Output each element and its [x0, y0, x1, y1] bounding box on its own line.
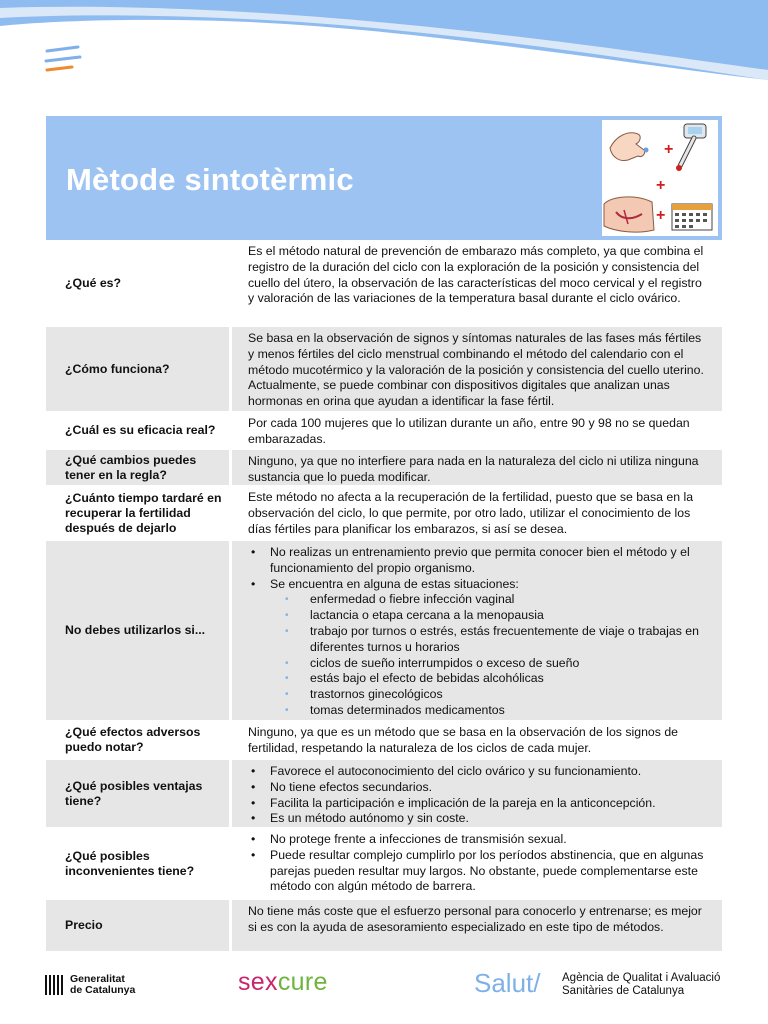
generalitat-emblem-icon [44, 974, 64, 996]
table-row [46, 327, 722, 412]
row-question: ¿Qué es? [46, 240, 232, 326]
sub-list-item: • tomas determinados medicamentos [248, 703, 710, 719]
salut-logo: Salut/ [474, 968, 541, 998]
thermometer-icon [676, 124, 706, 171]
bullet-list [248, 545, 710, 719]
svg-text:+: + [656, 177, 666, 194]
list-item: • No realizas un entrenamiento previo que permita conocer bien el método y el funcionamiento del propio organismo. [248, 545, 710, 577]
brand-mark-icon [42, 44, 86, 74]
row-question: ¿Qué efectos adversos puedo notar? [46, 721, 232, 759]
row-answer [232, 760, 722, 827]
sexcure-part-b: cure [277, 968, 328, 996]
row-answer: Ninguno, ya que es un método que se basa en la observación de los signos de fertilidad, respetando la naturaleza de los ciclos de cada mujer. [248, 725, 679, 755]
row-answer: Ninguno, ya que no interfiere para nada en la naturaleza del ciclo ni utiliza ninguna sustancia que lo pueda modificar. [232, 450, 722, 485]
table-row [46, 450, 722, 486]
row-question: No debes utilizarlos si... [46, 541, 232, 720]
row-answer: Este método no afecta a la recuperación de la fertilidad, puesto que se basa en la observación del ciclo, lo que permite, por otro lado, utilizar el conocimiento de los días fértiles para planificar los embarazos, si así se desea. [248, 490, 694, 536]
generalitat-line2: de Catalunya [70, 984, 136, 996]
generalitat-line1: Generalitat [70, 973, 125, 985]
info-table [46, 240, 722, 952]
list-item: • No protege frente a infecciones de transmisión sexual. [248, 832, 710, 848]
sub-list-item: • ciclos de sueño interrumpidos o exceso de sueño [248, 656, 710, 672]
table-row [46, 486, 722, 541]
page-title: Mètode sintotèrmic [66, 162, 354, 197]
svg-text:+: + [664, 141, 674, 158]
list-item: • No tiene efectos secundarios. [248, 780, 710, 796]
sub-list-item: • enfermedad o fiebre infección vaginal [248, 592, 710, 608]
row-question: ¿Cuánto tiempo tardaré en recuperar la fertilidad después de dejarlo [46, 486, 232, 540]
sexcure-logo [238, 968, 328, 997]
row-answer: Se basa en la observación de signos y síntomas naturales de las fases más fértiles y menos fértiles del ciclo menstrual combinando el método del calendario con el método mucotérmico y la valoración de la posición y consistencia del cuello uterino. Actualmente, se puede combinar con dispositivos digitales que analizan unas hormonas en orina que ayudan a identificar la fase fértil. [232, 327, 722, 411]
table-row [46, 760, 722, 828]
table-row [46, 828, 722, 900]
row-answer: Por cada 100 mujeres que lo utilizan durante un año, entre 90 y 98 no se quedan embarazadas. [248, 416, 690, 446]
header-wave [0, 0, 768, 80]
sub-list-item: • trabajo por turnos o estrés, estás frecuentemente de viaje o trabajas en diferentes turnos u horarios [248, 624, 710, 656]
bullet-list [248, 832, 710, 895]
generalitat-logo [44, 974, 135, 996]
svg-text:+: + [656, 207, 666, 224]
calendar-icon [672, 204, 712, 230]
list-item: • Puede resultar complejo cumplirlo por los períodos abstinencia, que en algunas parejas pueden resultar muy largos. No obstante, puede complementarse este método con algún método de barrera. [248, 848, 710, 895]
bullet-list [248, 764, 710, 827]
table-row [46, 240, 722, 327]
row-answer [232, 541, 722, 720]
row-question: ¿Cómo funciona? [46, 327, 232, 411]
list-item: • Es un método autónomo y sin coste. [248, 811, 710, 827]
method-illustration [602, 120, 718, 236]
table-row [46, 541, 722, 721]
agency-name [562, 972, 720, 997]
sub-list-item: • trastornos ginecológicos [248, 687, 710, 703]
row-answer: Es el método natural de prevención de embarazo más completo, ya que combina el registro de la duración del ciclo con la exploración de la posición y consistencia del cuello del útero, la observación de las características del moco cervical y el registro y valoración de las variaciones de la temperatura basal durante el ciclo ovárico. [248, 244, 704, 306]
list-item: • Favorece el autoconocimiento del ciclo ovárico y su funcionamiento. [248, 764, 710, 780]
table-row [46, 412, 722, 450]
sub-list-item: • lactancia o etapa cercana a la menopausia [248, 608, 710, 624]
row-question: ¿Qué posibles inconvenientes tiene? [46, 828, 232, 899]
row-question: ¿Qué cambios puedes tener en la regla? [46, 450, 232, 485]
row-question: ¿Qué posibles ventajas tiene? [46, 760, 232, 827]
sexcure-part-a: sex [238, 968, 278, 996]
sub-list-item: • estás bajo el efecto de bebidas alcohólicas [248, 671, 710, 687]
table-row [46, 721, 722, 760]
hand-icon [610, 133, 649, 161]
agency-line2: Sanitàries de Catalunya [562, 984, 685, 997]
table-row [46, 900, 722, 952]
row-question: ¿Cuál es su eficacia real? [46, 412, 232, 449]
abdomen-icon [604, 197, 654, 232]
title-band [46, 116, 722, 240]
row-answer: No tiene más coste que el esfuerzo personal para conocerlo y entrenarse; es mejor si es con la ayuda de asesoramiento especializado en este tipo de métodos. [232, 900, 722, 951]
list-item: • Se encuentra en alguna de estas situaciones: [248, 577, 710, 593]
list-item: • Facilita la participación e implicación de la pareja en la anticoncepción. [248, 796, 710, 812]
agency-line1: Agència de Qualitat i Avaluació [562, 972, 721, 984]
row-question: Precio [46, 900, 232, 951]
row-answer [232, 828, 722, 899]
footer [0, 966, 768, 1016]
